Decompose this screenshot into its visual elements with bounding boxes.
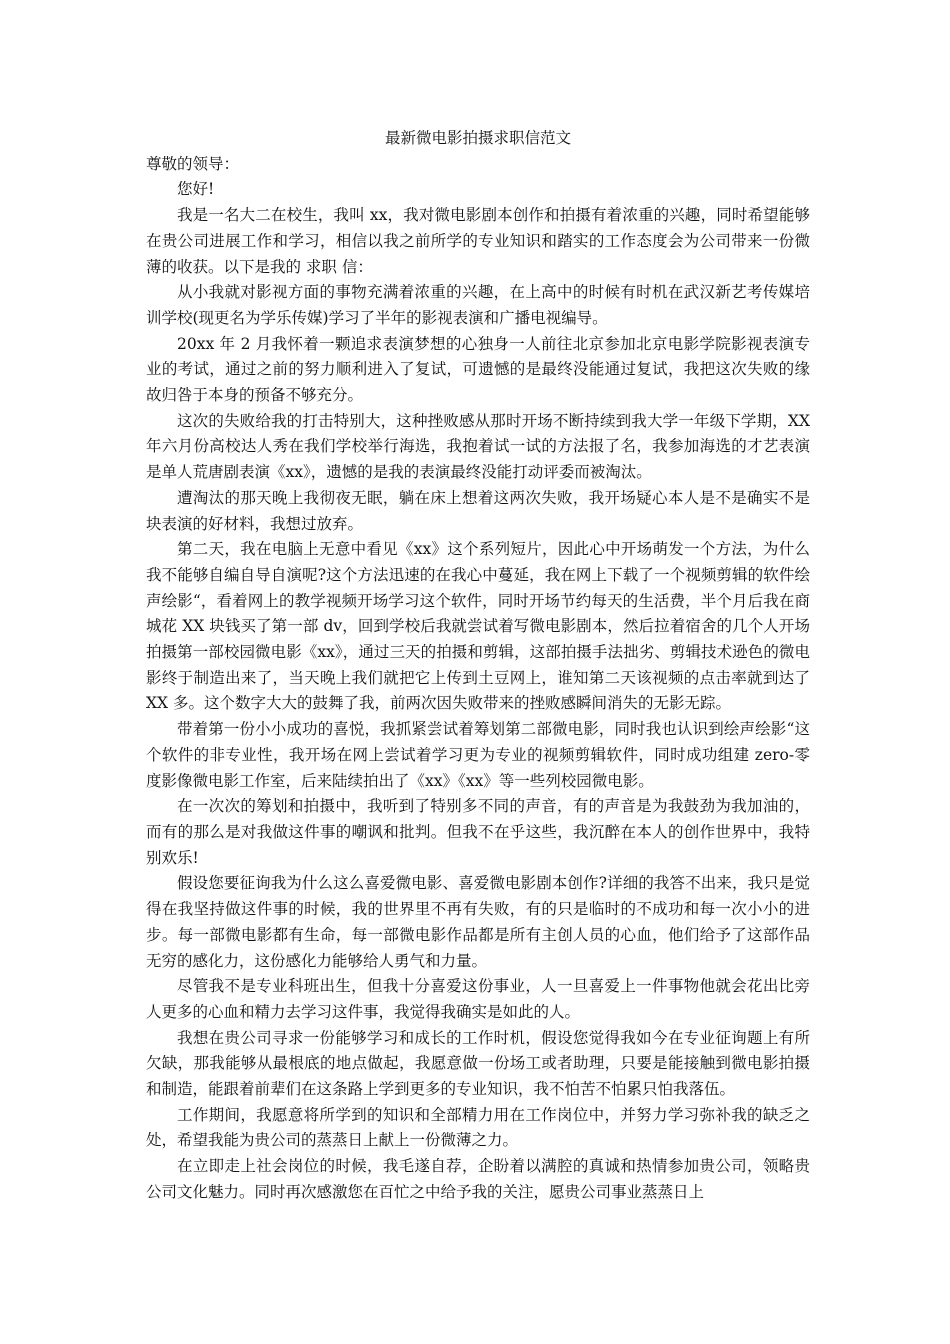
salutation: 尊敬的领导： (146, 154, 240, 173)
paragraph-closing: 在立即走上社会岗位的时候，我毛遂自荐，企盼着以满腔的真诚和热情参加贵公司，领略贵公司文化魅力。同时再次感激您在百忙之中给予我的关注，愿贵公司事业蒸蒸日上 (146, 1157, 810, 1201)
paragraph-voices: 在一次次的筹划和拍摄中，我听到了特别多不同的声音，有的声音是为我鼓劲为我加油的，而有的那么是对我做这件事的嘲讽和批判。但我不在乎这些，我沉醉在本人的创作世界中，我特别欢乐! (146, 797, 810, 867)
paragraph-passion: 尽管我不是专业科班出生，但我十分喜爱这份事业，人一旦喜爱上一件事物他就会花出比旁人更多的心血和精力去学习这件事，我觉得我确实是如此的人。 (146, 977, 810, 1021)
paragraph-why-film: 假设您要征询我为什么这么喜爱微电影、喜爱微电影剧本创作?详细的我答不出来，我只是觉得在我坚持做这件事的时候，我的世界里不再有失败，有的只是临时的不成功和每一次小小的进步。每一部微电影都有生命，每一部微电影作品都是所有主创人员的心血，他们给予了这部作品无穷的感化力，这份感化力能够给人勇气和力量。 (146, 874, 810, 970)
paragraph-opportunity: 我想在贵公司寻求一份能够学习和成长的工作时机，假设您觉得我如今在专业征询题上有所欠缺，那我能够从最根底的地点做起，我愿意做一份场工或者助理，只要是能接触到微电影拍摄和制造，能跟着前辈们在这条路上学到更多的专业知识，我不怕苦不怕累只怕我落伍。 (146, 1028, 810, 1099)
document-body (146, 126, 810, 1206)
paragraph-talent-show: 这次的失败给我的打击特别大，这种挫败感从那时开场不断持续到我大学一年级下学期，XX 年六月份高校达人秀在我们学校举行海选，我抱着试一试的方法报了名，我参加海选的才艺表演是单人荒唐剧表演《xx》，遗憾的是我的表演最终没能打动评委而被淘汰。 (146, 411, 810, 482)
paragraph-intro: 我是一名大二在校生，我叫 xx，我对微电影剧本创作和拍摄有着浓重的兴趣，同时希望能够在贵公司进展工作和学习，相信以我之前所学的专业知识和踏实的工作态度会为公司带来一份微薄的收获。以下是我的 求职 信： (146, 206, 810, 276)
paragraph-second-film: 带着第一份小小成功的喜悦，我抓紧尝试着筹划第二部微电影，同时我也认识到绘声绘影“这个软件的非专业性，我开场在网上尝试着学习更为专业的视频剪辑软件，同时成功组建 zero-零度影像微电影工作室，后来陆续拍出了《xx》《xx》等一些列校园微电影。 (146, 720, 810, 790)
paragraph-work-attitude: 工作期间，我愿意将所学到的知识和全部精力用在工作岗位中，并努力学习弥补我的缺乏之处，希望我能为贵公司的蒸蒸日上献上一份微薄之力。 (146, 1105, 810, 1150)
paragraph-childhood: 从小我就对影视方面的事物充满着浓重的兴趣，在上高中的时候有时机在武汉新艺考传媒培训学校(现更名为学乐传媒)学习了半年的影视表演和广播电视编导。 (146, 283, 810, 327)
paragraph-sleepless-night: 遭淘汰的那天晚上我彻夜无眠，躺在床上想着这两次失败，我开场疑心本人是不是确实不是块表演的好材料，我想过放弃。 (146, 488, 810, 533)
paragraph-beijing-exam: 20xx 年 2 月我怀着一颗追求表演梦想的心独身一人前往北京参加北京电影学院影视表演专业的考试，通过之前的努力顺利进入了复试，可遗憾的是最终没能通过复试，我把这次失败的缘故归咎于本身的预备不够充分。 (146, 334, 810, 405)
document-title: 最新微电影拍摄求职信范文 (384, 129, 571, 147)
paragraph-first-film: 第二天，我在电脑上无意中看见《xx》这个系列短片，因此心中开场萌发一个方法，为什么我不能够自编自导自演呢?这个方法迅速的在我心中蔓延，我在网上下载了一个视频剪辑的软件绘声绘影“，看着网上的教学视频开场学习这个软件，同时开场节约每天的生活费，半个月后我在商城花 XX 块钱买了第一部 dv，回到学校后我就尝试着写微电影剧本，然后拉着宿舍的几个人开场拍摄第一部校园微电影《xx》，通过三天的拍摄和剪辑，这部拍摄手法拙劣、剪辑技术逊色的微电影终于制造出来了，当天晚上我们就把它上传到土豆网上，谁知第二天该视频的点击率就到达了 XX 多。这个数字大大的鼓舞了我，前两次因失败带来的挫败感瞬间消失的无影无踪。 (146, 540, 810, 713)
greeting: 您好! (177, 180, 215, 199)
